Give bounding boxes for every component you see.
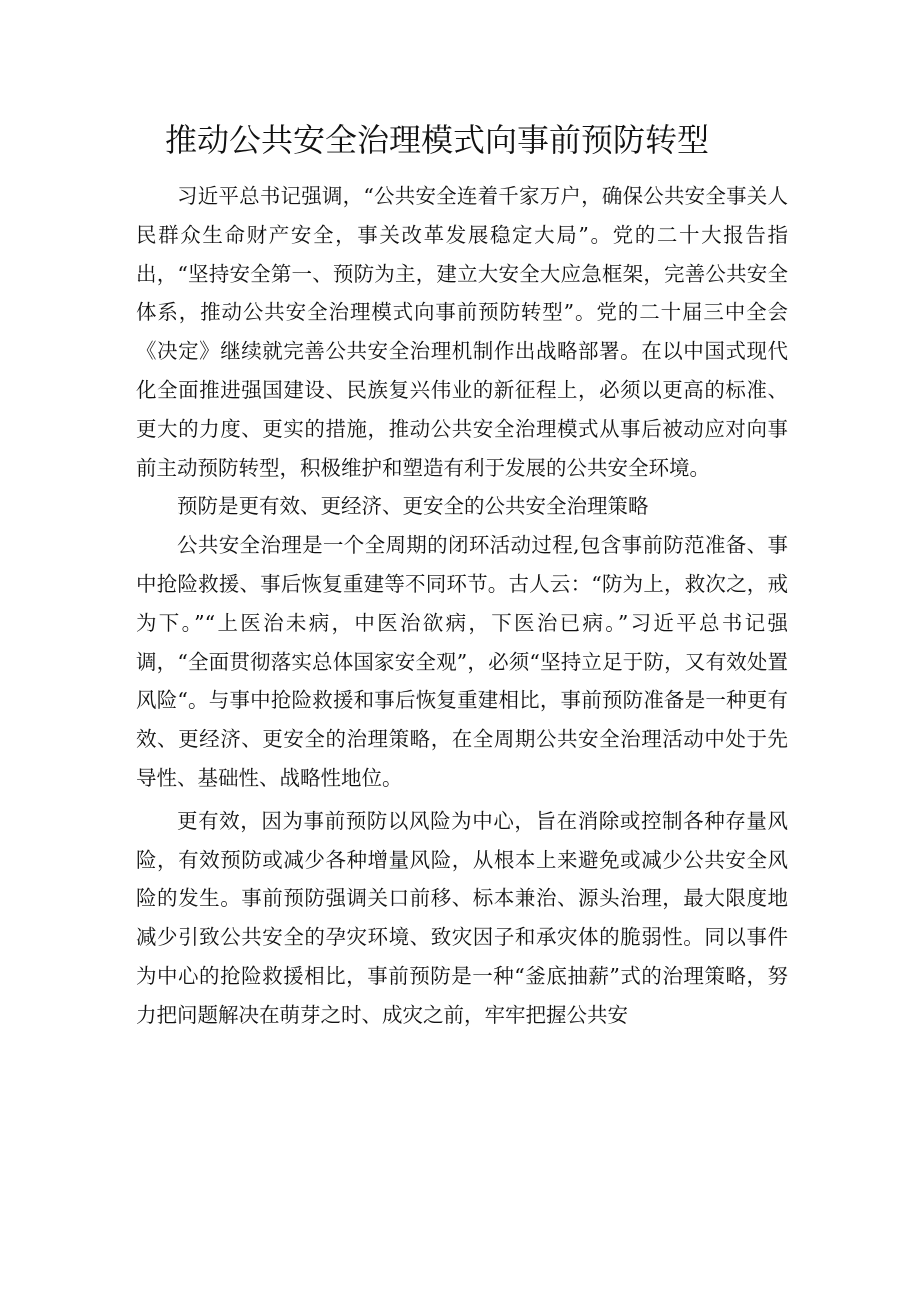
- article-body: [136, 177, 788, 1035]
- paragraph-governance-cycle: 公共安全治理是一个全周期的闭环活动过程,包含事前防范准备、事中抢险救援、事后恢复重建等不同环节。古人云：“防为上，救次之，戒为下。”“上医治未病，中医治欲病，下医治已病。”习近平总书记强调，“全面贯彻落实总体国家安全观”，必须“坚持立足于防，又有效处置风险“。与事中抢险救援和事后恢复重建相比，事前预防准备是一种更有效、更经济、更安全的治理策略，在全周期公共安全治理活动中处于先导性、基础性、战略性地位。: [136, 533, 788, 790]
- article-title: 推动公共安全治理模式向事前预防转型: [165, 121, 710, 159]
- paragraph-intro: 习近平总书记强调，“公共安全连着千家万户，确保公共安全事关人民群众生命财产安全，事关改革发展稳定大局”。党的二十大报告指出，“坚持安全第一、预防为主，建立大安全大应急框架，完善公共安全体系，推动公共安全治理模式向事前预防转型”。党的二十届三中全会《决定》继续就完善公共安全治理机制作出战略部署。在以中国式现代化全面推进强国建设、民族复兴伟业的新征程上，必须以更高的标准、更大的力度、更实的措施，推动公共安全治理模式从事后被动应对向事前主动预防转型，积极维护和塑造有利于发展的公共安全环境。: [136, 184, 788, 480]
- section-heading: 预防是更有效、更经济、更安全的公共安全治理策略: [177, 494, 649, 519]
- paragraph-more-effective: 更有效，因为事前预防以风险为中心，旨在消除或控制各种存量风险，有效预防或减少各种增量风险，从根本上来避免或减少公共安全风险的发生。事前预防强调关口前移、标本兼治、源头治理，最大限度地减少引致公共安全的孕灾环境、致灾因子和承灾体的脆弱性。同以事件为中心的抢险救援相比，事前预防是一种“釜底抽薪”式的治理策略，努力把问题解决在萌芽之时、成灾之前，牢牢把握公共安: [136, 808, 788, 1027]
